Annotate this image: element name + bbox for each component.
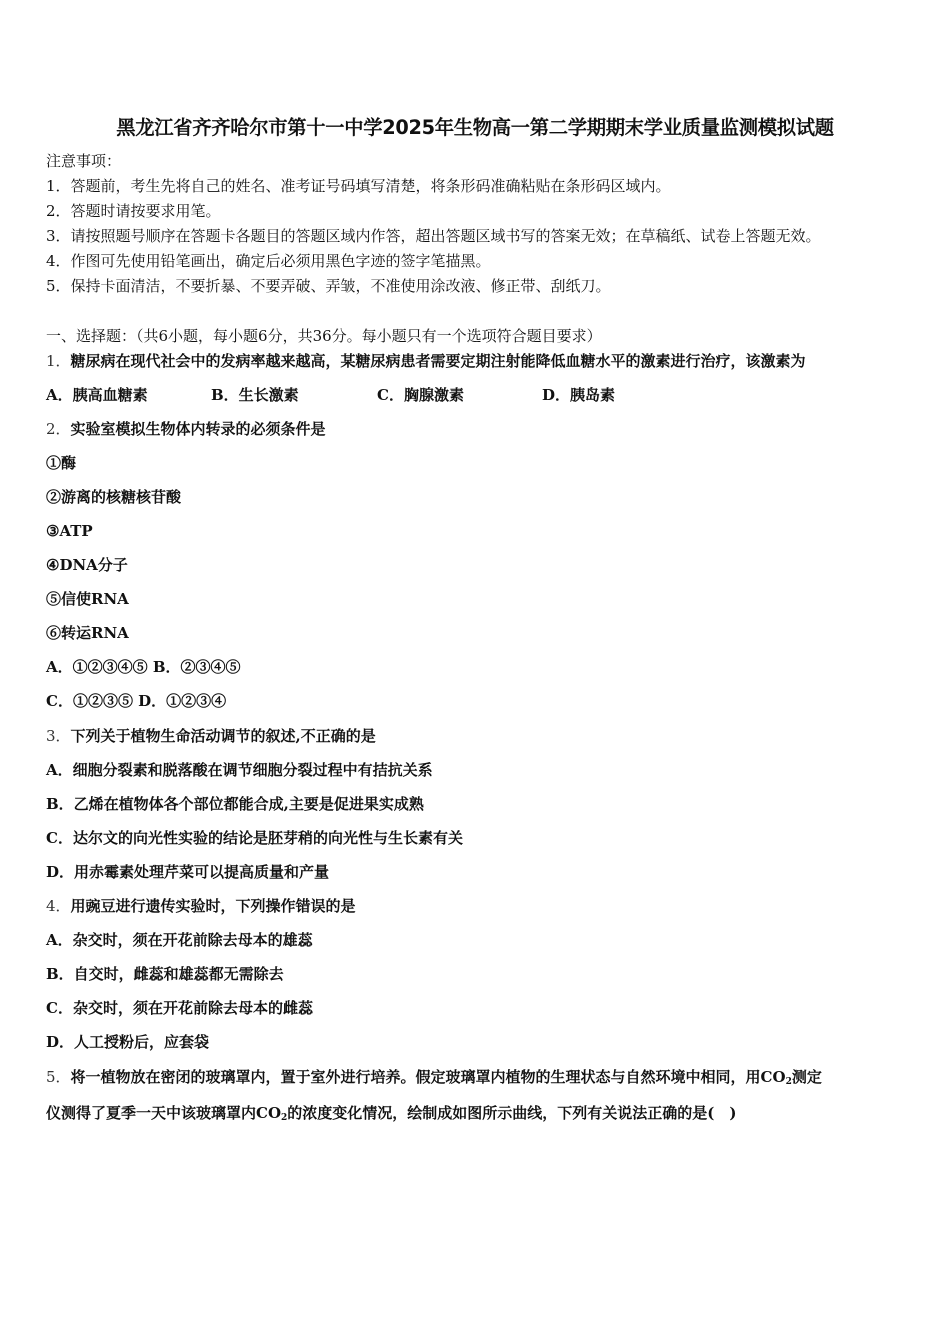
q2-options-cd: C．①②③⑤ D．①②③④: [46, 692, 227, 710]
question-5-line-2: [46, 1103, 736, 1128]
q1-option-b: B．生长激素: [211, 386, 299, 404]
section-heading: 一、选择题：（共6小题，每小题6分，共36分。每小题只有一个选项符合题目要求）: [46, 327, 602, 345]
question-text: 糖尿病在现代社会中的发病率越来越高，某糖尿病患者需要定期注射能降低血糖水平的激素进行治疗，该激素为: [70, 352, 806, 370]
question-number: 2．: [46, 420, 71, 438]
subscript: 2: [785, 1077, 792, 1087]
question-text: 用豌豆进行遗传实验时，下列操作错误的是: [70, 897, 356, 915]
q4-option-c: C．杂交时，须在开花前除去母本的雌蕊: [46, 999, 313, 1017]
q2-item-1: ①酶: [46, 454, 77, 472]
question-text-cont: 的浓度变化情况，绘制成如图所示曲线，下列有关说法正确的是( ): [287, 1104, 737, 1122]
q2-item-6: ⑥转运RNA: [46, 624, 129, 642]
q1-option-a: A．胰高血糖素: [46, 386, 148, 404]
question-number: 1．: [46, 352, 71, 370]
notice-item-4: 4．作图可先使用铅笔画出，确定后必须用黑色字迹的签字笔描黑。: [46, 252, 491, 270]
q2-options-ab: A．①②③④⑤ B．②③④⑤: [46, 658, 241, 676]
q2-item-3: ③ATP: [46, 522, 93, 540]
question-4: [46, 896, 356, 916]
q4-option-d: D．人工授粉后，应套袋: [46, 1033, 210, 1051]
notice-heading: 注意事项：: [46, 152, 122, 170]
question-text: 下列关于植物生命活动调节的叙述,不正确的是: [70, 727, 376, 745]
q3-option-a: A．细胞分裂素和脱落酸在调节细胞分裂过程中有拮抗关系: [46, 761, 433, 779]
notice-item-1: 1．答题前，考生先将自己的姓名、准考证号码填写清楚，将条形码准确粘贴在条形码区域内。: [46, 177, 671, 195]
subscript: 2: [281, 1113, 288, 1123]
notice-item-2: 2．答题时请按要求用笔。: [46, 202, 221, 220]
q2-item-5: ⑤信使RNA: [46, 590, 129, 608]
q3-option-b: B．乙烯在植物体各个部位都能合成,主要是促进果实成熟: [46, 795, 424, 813]
question-text: 实验室模拟生物体内转录的必须条件是: [70, 420, 326, 438]
q4-option-b: B．自交时，雌蕊和雄蕊都无需除去: [46, 965, 284, 983]
question-text: 将一植物放在密闭的玻璃罩内，置于室外进行培养。假定玻璃罩内植物的生理状态与自然环境中相同，用CO: [70, 1068, 786, 1086]
notice-item-3: 3．请按照题号顺序在答题卡各题目的答题区域内作答，超出答题区域书写的答案无效；在草稿纸、试卷上答题无效。: [46, 227, 821, 245]
question-number: 4．: [46, 897, 71, 915]
q3-option-c: C．达尔文的向光性实验的结论是胚芽稍的向光性与生长素有关: [46, 829, 463, 847]
q1-option-d: D．胰岛素: [542, 386, 616, 404]
question-number: 5．: [46, 1068, 71, 1086]
q2-item-4: ④DNA分子: [46, 556, 128, 574]
question-1: [46, 351, 806, 371]
question-2: [46, 419, 326, 439]
question-3: [46, 726, 376, 746]
question-text: 仪测得了夏季一天中该玻璃罩内CO: [46, 1104, 282, 1122]
page-title: 黑龙江省齐齐哈尔市第十一中学2025年生物高一第二学期期末学业质量监测模拟试题: [116, 116, 834, 139]
q1-option-c: C．胸腺激素: [377, 386, 464, 404]
q2-item-2: ②游离的核糖核苷酸: [46, 488, 182, 506]
q3-option-d: D．用赤霉素处理芹菜可以提高质量和产量: [46, 863, 330, 881]
q4-option-a: A．杂交时，须在开花前除去母本的雄蕊: [46, 931, 313, 949]
question-number: 3．: [46, 727, 71, 745]
question-5-line-1: [46, 1067, 822, 1092]
question-text-cont: 测定: [791, 1068, 822, 1086]
notice-item-5: 5．保持卡面清洁，不要折暴、不要弄破、弄皱，不准使用涂改液、修正带、刮纸刀。: [46, 277, 611, 295]
